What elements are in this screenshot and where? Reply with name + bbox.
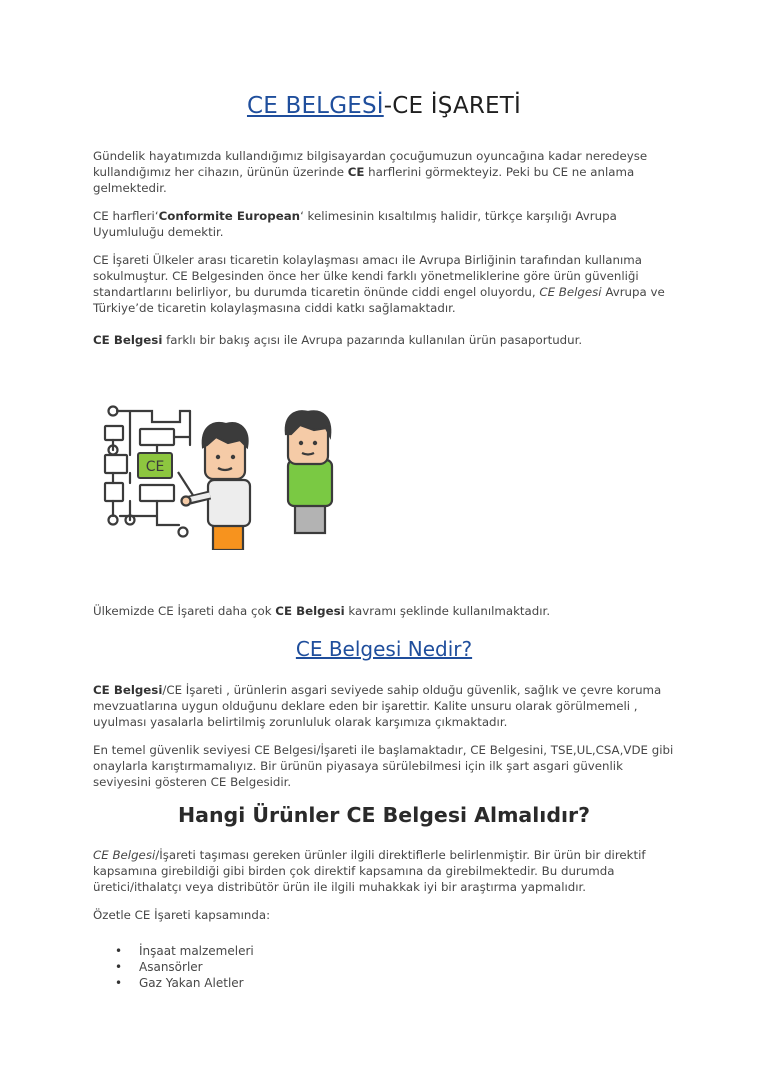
list-item: • İnşaat malzemeleri [93, 943, 254, 959]
title-rest: -CE İŞARETİ [383, 93, 522, 119]
ce-mark-text: CE [145, 459, 165, 475]
p2-end: ‘ kelimesinin kısaltılmış halidir, türkçe karşılığı Avrupa Uyumluluğu demektir. [93, 209, 617, 239]
paragraph-directives [93, 847, 675, 895]
page-title [93, 93, 675, 119]
paragraph-intro [93, 148, 675, 196]
p2-start: CE harfleri‘ [93, 209, 159, 223]
p1-text: Gündelik hayatımızda kullandığımız bilgisayardan çocuğumuzun oyuncağına kadar neredeyse kullandığımız her cihazın, ürünün üzerinde [93, 149, 648, 179]
p8-end: /İşareti taşıması gereken ürünler ilgili direktiflerle belirlenmiştir. Bir ürün bir direktif kapsamına girebildiği gibi birden çok direktif kapsamına da girebilmektedir. Bu durumda üretici/ithalatçı veya distribütör ürün ile ilgili muhakkak iyi bir araştırma yapmalıdır. [93, 848, 646, 894]
p3-text: CE İşareti Ülkeler arası ticaretin kolaylaşması amacı ile Avrupa Birliğinin tarafından kullanıma sokulmuştur. CE Belgesinden önce her ülke kendi farklı yönetmeliklerine göre ürün güvenliği standartlarını belirliyor, bu durumda ticaretin önünde ciddi engel oluyordu, [93, 253, 642, 299]
paragraph-passport [93, 332, 675, 348]
p3-italic: CE Belgesi [539, 285, 602, 299]
person-listener-icon [286, 411, 332, 533]
p7-text: En temel güvenlik seviyesi CE Belgesi/İşareti ile başlamaktadır, CE Belgesini, TSE,UL,CSA,VDE gibi onaylarla karıştırmamalıyız. Bir ürünün piyasaya sürülebilmesi için ilk şart asgari güvenlik seviyesini gösteren CE Belgesidir. [93, 743, 674, 789]
p1-bold: CE [347, 165, 365, 179]
paragraph-definition [93, 208, 675, 240]
paragraph-what-is [93, 682, 675, 730]
p6-end: /CE İşareti , ürünlerin asgari seviyede sahip olduğu güvenlik, sağlık ve çevre koruma mevzuatlarına uygun olduğunu deklare eden bir işarettir. Kalite unsuru olarak görülmemeli , uyulması yasalarla belirtilmiş zorunluluk olarak karşımıza çıkmaktadır. [93, 683, 662, 729]
person-presenter-icon [182, 423, 251, 550]
paragraph-summary [93, 907, 675, 923]
paragraph-usage [93, 603, 675, 619]
p5-bold: CE Belgesi [275, 604, 345, 618]
product-list [93, 943, 254, 991]
title-link[interactable]: CE BELGESİ [246, 93, 384, 119]
p8-italic: CE Belgesi [93, 848, 156, 862]
heading-which-products: Hangi Ürünler CE Belgesi Almalıdır? [177, 803, 591, 827]
paragraph-history [93, 252, 675, 316]
list-item: • Gaz Yakan Aletler [93, 975, 254, 991]
p5-start: Ülkemizde CE İşareti daha çok [93, 604, 276, 618]
heading-what-is: CE Belgesi Nedir? [295, 637, 473, 661]
p4-bold: CE Belgesi [93, 333, 163, 347]
p5-end: kavramı şeklinde kullanılmaktadır. [344, 604, 551, 618]
ce-illustration [100, 400, 360, 550]
p1-end: harflerini görmekteyiz. Peki bu CE ne anlama gelmektedir. [93, 165, 635, 195]
list-item: • Asansörler [93, 959, 254, 975]
paragraph-safety [93, 742, 675, 790]
p6-bold: CE Belgesi [93, 683, 163, 697]
p4-end: farklı bir bakış açısı ile Avrupa pazarında kullanılan ürün pasaportudur. [162, 333, 583, 347]
p3-end: Avrupa ve Türkiye’de ticaretin kolaylaşmasına ciddi katkı sağlamaktadır. [93, 285, 665, 315]
p9-text: Özetle CE İşareti kapsamında: [93, 908, 271, 922]
p2-bold: Conformite European [158, 209, 301, 223]
